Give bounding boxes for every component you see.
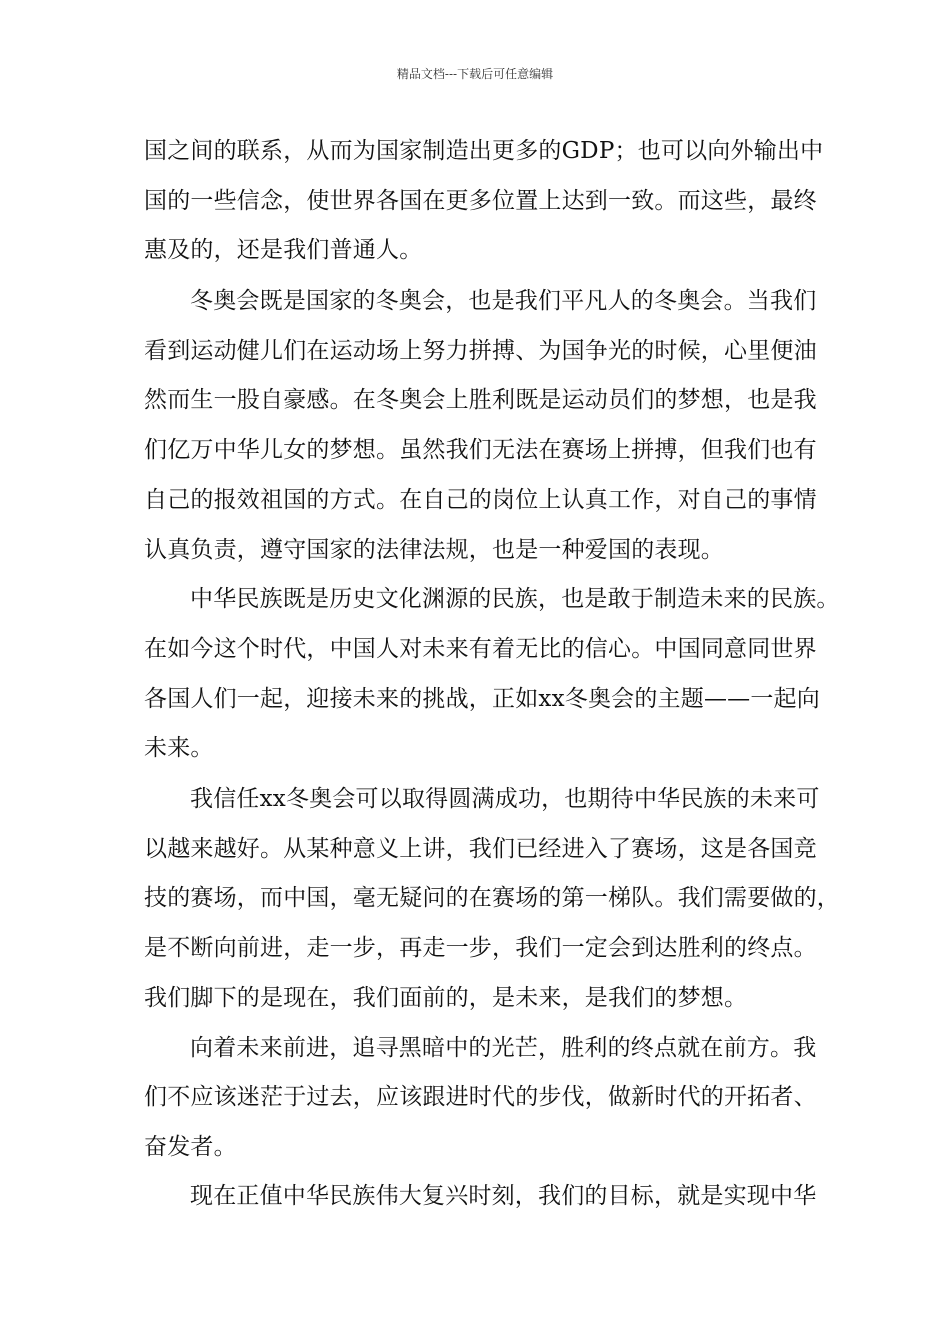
text-line: 自己的报效祖国的方式。在自己的岗位上认真工作，对自己的事情 [144, 487, 817, 513]
paragraph-first-line: 中华民族既是历史文化渊源的民族，也是敢于制造未来的民族。 [190, 586, 840, 612]
paragraph-first-line: 冬奥会既是国家的冬奥会，也是我们平凡人的冬奥会。当我们 [190, 288, 817, 314]
page-header: 精品文档---下载后可任意编辑 [396, 67, 554, 81]
paragraph-first-line: 向着未来前进，追寻黑暗中的光芒，胜利的终点就在前方。我 [190, 1035, 817, 1061]
text-line: 奋发者。 [144, 1134, 237, 1160]
text-line: 国之间的联系，从而为国家制造出更多的GDP；也可以向外输出中 [144, 138, 824, 164]
text-line: 是不断向前进，走一步，再走一步，我们一定会到达胜利的终点。 [144, 935, 817, 961]
text-line: 们亿万中华儿女的梦想。虽然我们无法在赛场上拼搏，但我们也有 [144, 437, 817, 463]
paragraph-first-line: 现在正值中华民族伟大复兴时刻，我们的目标，就是实现中华 [190, 1183, 817, 1209]
text-line: 以越来越好。从某种意义上讲，我们已经进入了赛场，这是各国竞 [144, 836, 817, 862]
text-line: 们不应该迷茫于过去，应该跟进时代的步伐，做新时代的开拓者、 [144, 1084, 817, 1110]
text-line: 技的赛场，而中国，毫无疑问的在赛场的第一梯队。我们需要做的， [144, 885, 840, 911]
text-line: 我们脚下的是现在，我们面前的，是未来，是我们的梦想。 [144, 985, 748, 1011]
paragraph-first-line: 我信任xx冬奥会可以取得圆满成功，也期待中华民族的未来可 [190, 786, 820, 812]
text-line: 看到运动健儿们在运动场上努力拼搏、为国争光的时候，心里便油 [144, 338, 817, 364]
text-line: 国的一些信念，使世界各国在更多位置上达到一致。而这些，最终 [144, 188, 817, 214]
text-line: 惠及的，还是我们普通人。 [144, 237, 423, 263]
text-line: 然而生一股自豪感。在冬奥会上胜利既是运动员们的梦想，也是我 [144, 387, 817, 413]
text-line: 认真负责，遵守国家的法律法规，也是一种爱国的表现。 [144, 537, 724, 563]
text-line: 各国人们一起，迎接未来的挑战，正如xx冬奥会的主题——一起向 [144, 686, 820, 712]
text-line: 未来。 [144, 735, 214, 761]
text-line: 在如今这个时代，中国人对未来有着无比的信心。中国同意同世界 [144, 636, 817, 662]
